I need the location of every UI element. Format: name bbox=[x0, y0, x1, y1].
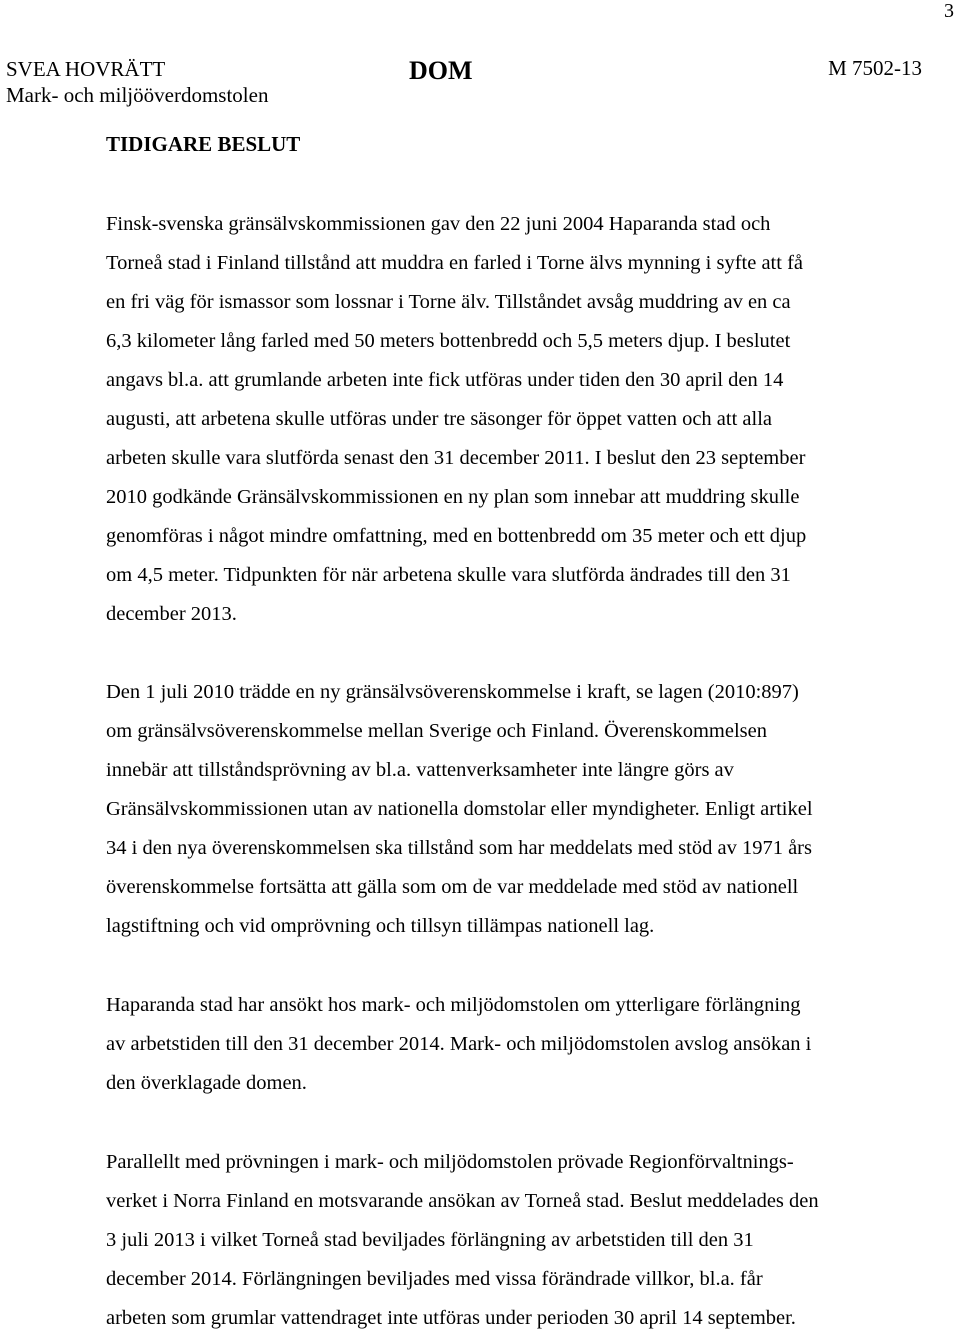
text-line: december 2013. bbox=[106, 603, 237, 625]
section-heading: TIDIGARE BESLUT bbox=[106, 132, 301, 156]
court-division: Mark- och miljööverdomstolen bbox=[6, 83, 269, 107]
text-line: om 4,5 meter. Tidpunkten för när arbetena skulle vara slutförda ändrades till den 31 bbox=[106, 564, 791, 586]
text-line: Den 1 juli 2010 trädde en ny gränsälvsöverenskommelse i kraft, se lagen (2010:897) bbox=[106, 681, 799, 703]
text-line: angavs bl.a. att grumlande arbeten inte fick utföras under tiden den 30 april den 14 bbox=[106, 369, 784, 391]
text-line: 2010 godkände Gränsälvskommissionen en ny plan som innebar att muddring skulle bbox=[106, 486, 800, 508]
text-line: december 2014. Förlängningen beviljades med vissa förändrade villkor, bl.a. får bbox=[106, 1268, 763, 1290]
text-line: 34 i den nya överenskommelsen ska tillstånd som har meddelats med stöd av 1971 års bbox=[106, 837, 812, 859]
text-line: 6,3 kilometer lång farled med 50 meters bottenbredd och 5,5 meters djup. I beslutet bbox=[106, 330, 791, 352]
paragraph-application bbox=[106, 986, 912, 1103]
text-line: lagstiftning och vid omprövning och tillsyn tillämpas nationell lag. bbox=[106, 915, 655, 937]
text-line: augusti, att arbetena skulle utföras under tre säsonger för öppet vatten och att alla bbox=[106, 408, 773, 430]
paragraph-new-agreement bbox=[106, 673, 912, 946]
court-block bbox=[6, 56, 268, 108]
text-line: Gränsälvskommissionen utan av nationella domstolar eller myndigheter. Enligt artikel bbox=[106, 798, 813, 820]
text-line: verket i Norra Finland en motsvarande ansökan av Torneå stad. Beslut meddelades den bbox=[106, 1190, 819, 1212]
text-line: arbeten som grumlar vattendraget inte utföras under perioden 30 april 14 september. bbox=[106, 1307, 796, 1329]
paragraph-previous-permit bbox=[106, 205, 912, 634]
text-line: genomföras i något mindre omfattning, med en bottenbredd om 35 meter och ett djup bbox=[106, 525, 807, 547]
text-line: av arbetstiden till den 31 december 2014. Mark- och miljödomstolen avslog ansökan i bbox=[106, 1033, 812, 1055]
text-line: Parallellt med prövningen i mark- och miljödomstolen prövade Regionförvaltnings- bbox=[106, 1151, 794, 1173]
text-line: en fri väg för ismassor som lossnar i Torne älv. Tillståndet avsåg muddring av en ca bbox=[106, 291, 791, 313]
text-line: om gränsälvsöverenskommelse mellan Sverige och Finland. Överenskommelsen bbox=[106, 720, 767, 742]
court-name: SVEA HOVRÄTT bbox=[6, 57, 166, 81]
text-line: Torneå stad i Finland tillstånd att muddra en farled i Torne älvs mynning i syfte att få bbox=[106, 252, 803, 274]
text-line: arbeten skulle vara slutförda senast den 31 december 2011. I beslut den 23 september bbox=[106, 447, 806, 469]
text-line: den överklagade domen. bbox=[106, 1072, 307, 1094]
paragraph-parallel-review bbox=[106, 1143, 912, 1338]
text-line: innebär att tillståndsprövning av bl.a. vattenverksamheter inte längre görs av bbox=[106, 759, 734, 781]
page-number: 3 bbox=[944, 0, 954, 22]
document-type: DOM bbox=[409, 56, 473, 85]
case-number: M 7502-13 bbox=[828, 56, 922, 80]
text-line: Haparanda stad har ansökt hos mark- och miljödomstolen om ytterligare förlängning bbox=[106, 994, 801, 1016]
text-line: Finsk-svenska gränsälvskommissionen gav den 22 juni 2004 Haparanda stad och bbox=[106, 213, 771, 235]
text-line: överenskommelse fortsätta att gälla som om de var meddelade med stöd av nationell bbox=[106, 876, 799, 898]
text-line: 3 juli 2013 i vilket Torneå stad beviljades förlängning av arbetstiden till den 31 bbox=[106, 1229, 754, 1251]
